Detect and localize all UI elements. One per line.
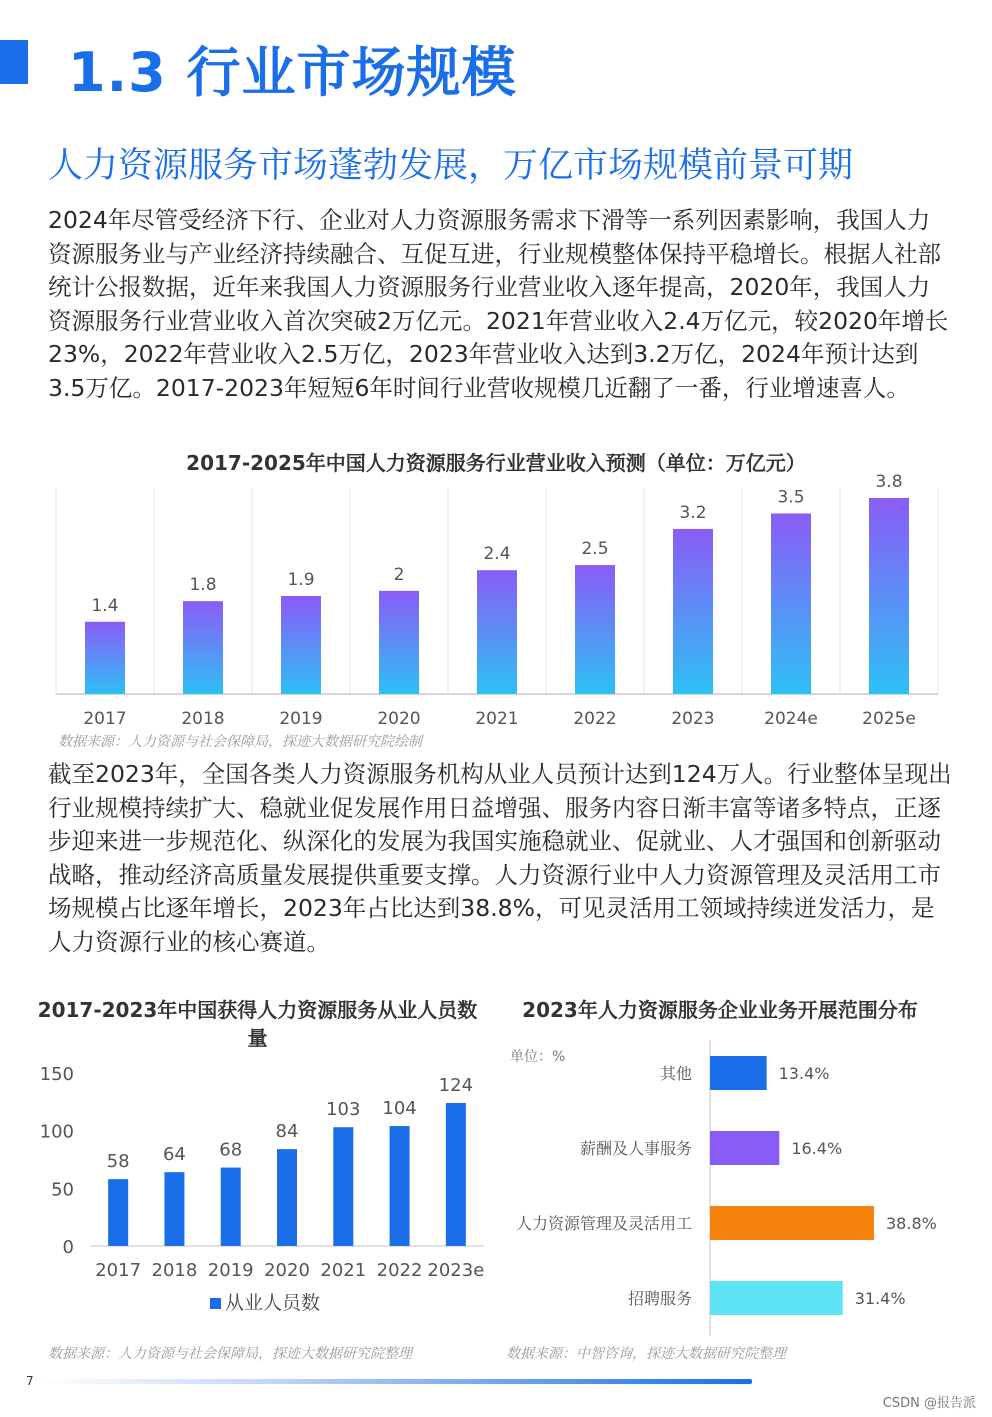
data-label: 3.5	[777, 487, 805, 508]
scope-bar	[710, 1281, 843, 1315]
title-accent-bar	[0, 40, 28, 84]
business-scope-chart	[490, 1040, 982, 1340]
revenue-chart-title: 2017-2025年中国人力资源服务行业营业收入预测（单位：万亿元）	[186, 451, 806, 475]
data-label: 2	[393, 564, 405, 585]
employee-bar	[277, 1149, 297, 1246]
y-tick-label: 0	[62, 1237, 74, 1258]
employee-bar	[221, 1168, 241, 1246]
data-label: 103	[326, 1099, 361, 1121]
x-tick-label: 2018	[181, 709, 225, 729]
scope-bar	[710, 1131, 779, 1165]
data-label: 1.4	[91, 595, 119, 616]
data-label: 58	[106, 1151, 130, 1173]
x-tick-label: 2021	[475, 709, 519, 729]
category-label: 其他	[659, 1064, 692, 1083]
data-label: 38.8%	[886, 1214, 937, 1233]
employee-bar	[333, 1127, 353, 1246]
x-tick-label: 2023e	[427, 1260, 485, 1281]
data-label: 64	[162, 1144, 186, 1166]
employee-bar	[390, 1126, 410, 1246]
data-label: 124	[438, 1074, 474, 1096]
x-tick-label: 2020	[264, 1260, 310, 1281]
revenue-bar	[183, 601, 223, 694]
data-label: 84	[275, 1121, 299, 1143]
revenue-bar	[85, 622, 125, 694]
data-label: 16.4%	[791, 1139, 843, 1158]
data-label: 31.4%	[854, 1289, 906, 1308]
employees-chart-source: 数据来源：人力资源与社会保障局，探迹大数据研究院整理	[48, 1346, 412, 1362]
revenue-bar	[771, 513, 811, 694]
revenue-chart	[0, 472, 992, 740]
x-tick-label: 2025e	[862, 709, 916, 729]
employee-bar	[446, 1103, 466, 1246]
business-scope-chart-source: 数据来源：中智咨询，探迹大数据研究院整理	[506, 1346, 786, 1362]
revenue-bar	[281, 596, 321, 694]
revenue-bar	[575, 565, 615, 694]
x-tick-label: 2017	[95, 1260, 142, 1281]
page-title: 1.3 行业市场规模	[68, 41, 517, 104]
category-label: 人力资源管理及灵活用工	[515, 1214, 692, 1233]
employees-chart-title: 2017-2023年中国获得人力资源服务从业人员数量	[37, 998, 478, 1050]
data-label: 3.8	[875, 472, 903, 492]
footer-divider	[40, 1379, 752, 1384]
x-tick-label: 2021	[320, 1260, 367, 1281]
paragraph-employees: 截至2023年，全国各类人力资源服务机构从业人员预计达到124万人。行业整体呈现出行业规模持续扩大、稳就业促发展作用日益增强、服务内容日渐丰富等诸多特点，正逐步迎来进一步规范化、纵深化的发展为我国实施稳就业、促就业、人才强国和创新驱动战略，推动经济高质量发展提供重要支撑。人力资源行业中人力资源管理及灵活用工市场规模占比逐年增长，2023年占比达到38.8%，可见灵活用工领域持续迸发活力，是人力资源行业的核心赛道。	[48, 760, 952, 956]
section-subtitle: 人力资源服务市场蓬勃发展，万亿市场规模前景可期	[48, 146, 854, 186]
paragraph-revenue: 2024年尽管受经济下行、企业对人力资源服务需求下滑等一系列因素影响，我国人力资源服务业与产业经济持续融合、互促互进，行业规模整体保持平稳增长。根据人社部统计公报数据，近年来我国人力资源服务行业营业收入逐年提高，2020年，我国人力资源服务行业营业收入首次突破2万亿元。2021年营业收入2.4万亿元，较2020年增长23%，2022年营业收入2.5万亿，2023年营业收入达到3.2万亿，2024年预计达到3.5万亿。2017-2023年短短6年时间行业营收规模几近翻了一番，行业增速喜人。	[48, 206, 949, 402]
page-number: 7	[26, 1374, 34, 1388]
data-label: 2.4	[483, 544, 511, 565]
x-tick-label: 2020	[377, 709, 421, 729]
x-tick-label: 2022	[573, 709, 617, 729]
data-label: 2.5	[581, 539, 609, 560]
x-tick-label: 2017	[83, 709, 127, 729]
x-tick-label: 2019	[279, 709, 323, 729]
watermark: CSDN @报告派	[882, 1396, 976, 1411]
scope-bar	[710, 1206, 874, 1240]
y-tick-label: 150	[39, 1064, 74, 1085]
data-label: 104	[382, 1098, 417, 1120]
category-label: 招聘服务	[627, 1289, 692, 1308]
x-tick-label: 2019	[207, 1260, 254, 1281]
data-label: 68	[219, 1139, 243, 1161]
x-tick-label: 2022	[376, 1260, 423, 1281]
x-tick-label: 2018	[151, 1260, 198, 1281]
data-label: 1.8	[189, 575, 217, 596]
x-tick-label: 2024e	[764, 709, 818, 729]
employee-bar	[164, 1172, 184, 1246]
employees-chart	[0, 1055, 485, 1335]
legend-swatch	[210, 1298, 221, 1309]
revenue-bar	[477, 570, 517, 694]
unit-label: 单位：%	[510, 1049, 566, 1065]
revenue-bar	[379, 591, 419, 694]
data-label: 1.9	[287, 570, 315, 590]
revenue-chart-source: 数据来源：人力资源与社会保障局，探迹大数据研究院绘制	[58, 734, 422, 750]
y-tick-label: 50	[51, 1179, 74, 1201]
data-label: 13.4%	[778, 1064, 830, 1083]
revenue-bar	[869, 498, 909, 694]
revenue-bar	[673, 529, 713, 694]
x-tick-label: 2023	[671, 709, 715, 729]
business-scope-chart-title: 2023年人力资源服务企业业务开展范围分布	[522, 998, 918, 1022]
data-label: 3.2	[679, 502, 707, 523]
scope-bar	[710, 1056, 767, 1090]
legend-label: 从业人员数	[225, 1292, 321, 1314]
y-tick-label: 100	[39, 1121, 74, 1143]
category-label: 薪酬及人事服务	[579, 1139, 692, 1158]
employee-bar	[108, 1179, 128, 1246]
